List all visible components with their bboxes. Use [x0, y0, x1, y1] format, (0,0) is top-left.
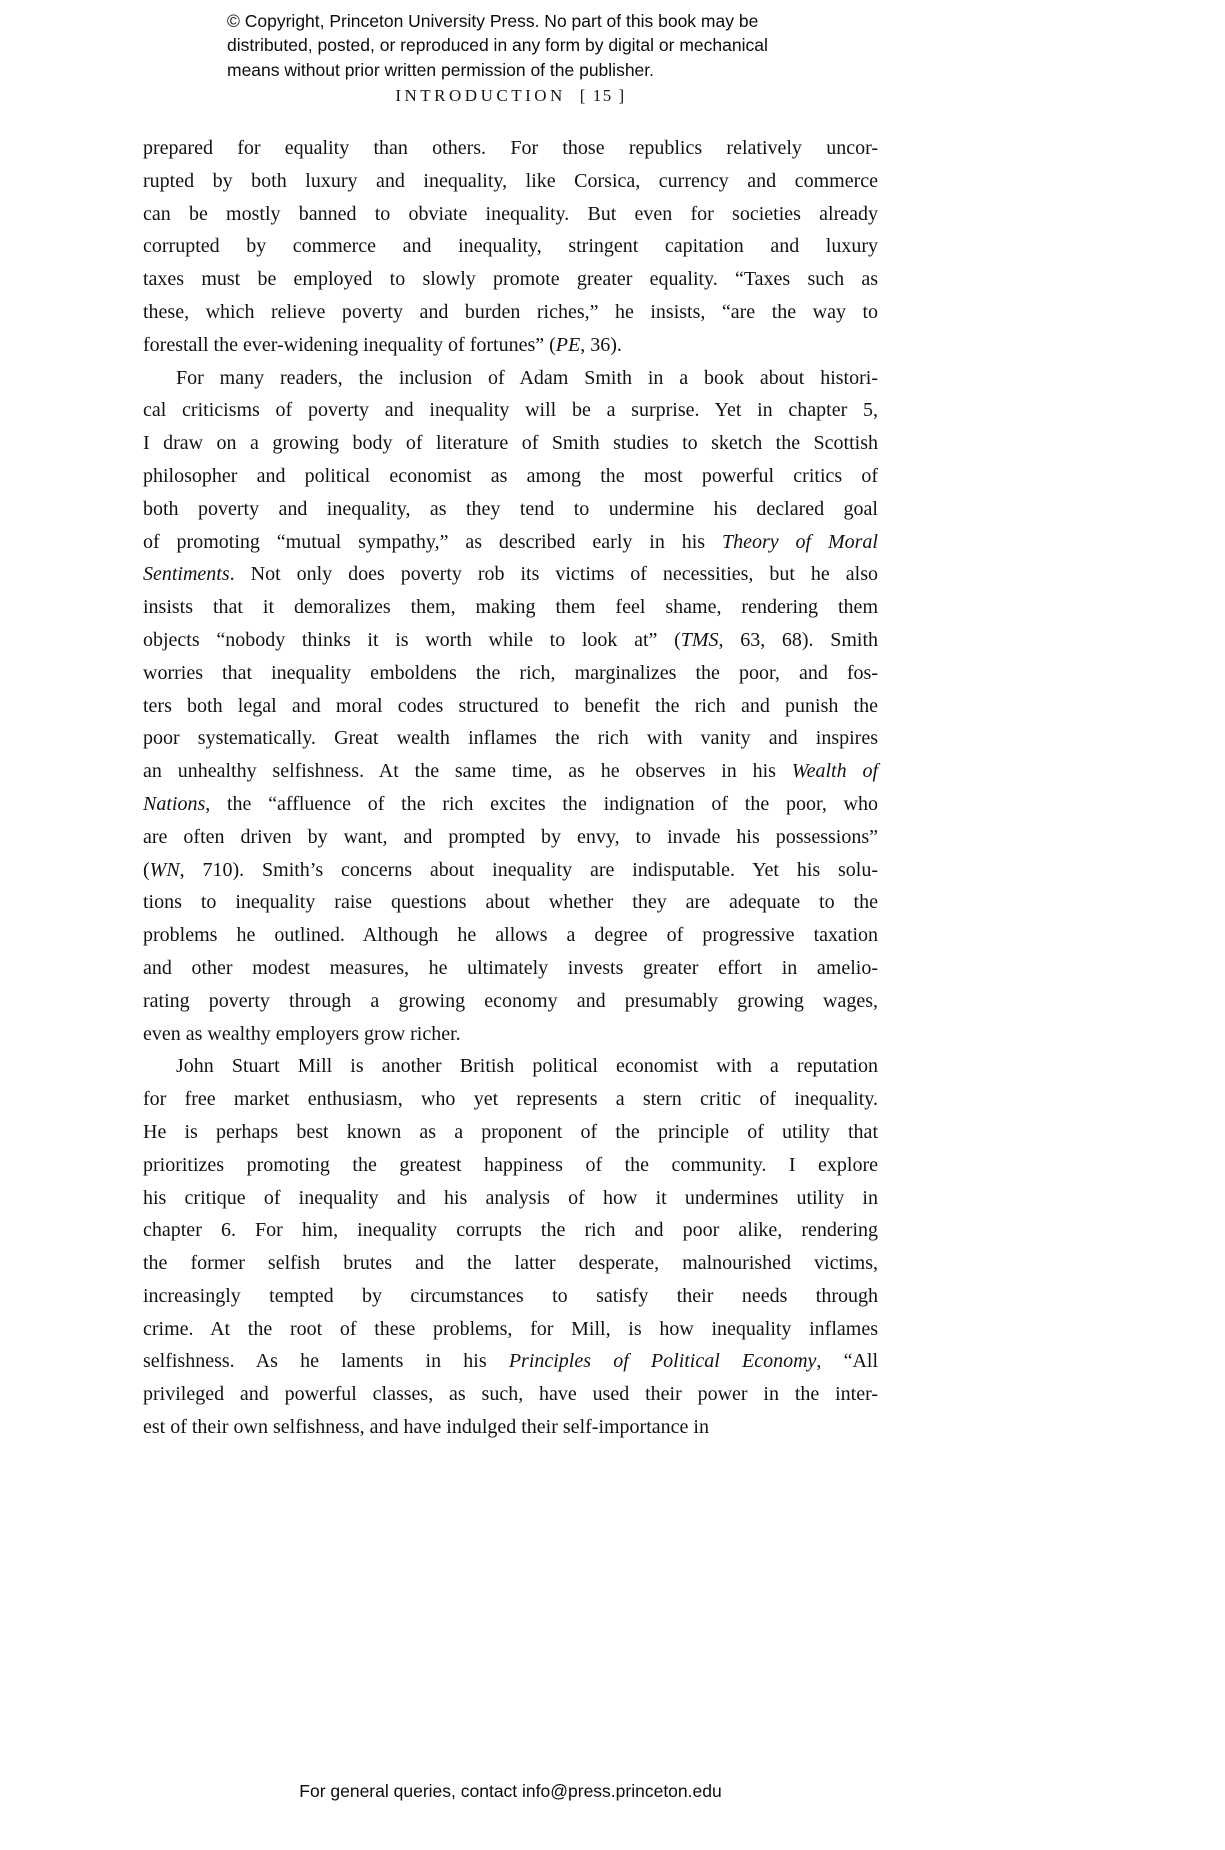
text-line	[143, 1214, 878, 1247]
text-line	[143, 493, 878, 526]
text-segment: increasingly tempted by circumstances to satisfy their needs through	[143, 1284, 878, 1307]
text-line	[143, 624, 878, 657]
text-segment: problems he outlined. Although he allows a degree of progressive taxation	[143, 924, 878, 947]
text-line	[143, 1083, 878, 1116]
text-segment: , “All	[816, 1350, 878, 1373]
footer-contact: For general queries, contact info@press.princeton.edu	[299, 1781, 722, 1801]
text-line	[143, 362, 878, 395]
text-segment: , 63, 68). Smith	[718, 628, 879, 651]
text-segment: rupted by both luxury and inequality, like Corsica, currency and commerce	[143, 169, 878, 192]
text-segment: privileged and powerful classes, as such, have used their power in the inter-	[143, 1383, 878, 1406]
text-segment: are often driven by want, and prompted by envy, to invade his possessions”	[143, 825, 878, 848]
text-segment: an unhealthy selfishness. At the same time, as he observes in his	[143, 760, 792, 783]
text-segment: tions to inequality raise questions about whether they are adequate to the	[143, 891, 878, 914]
text-segment: prioritizes promoting the greatest happiness of the community. I explore	[143, 1153, 878, 1176]
copyright-notice	[227, 9, 768, 82]
paragraph	[143, 132, 878, 362]
paragraph	[143, 1050, 878, 1444]
text-segment: . Not only does poverty rob its victims of necessities, but he also	[229, 563, 878, 586]
text-segment: He is perhaps best known as a proponent of the principle of utility that	[143, 1120, 878, 1143]
text-line	[143, 952, 878, 985]
italic-text: Theory of Moral	[721, 530, 878, 553]
italic-text: Sentiments	[143, 563, 230, 586]
text-line	[143, 657, 878, 690]
text-line	[143, 230, 878, 263]
text-line	[143, 329, 878, 362]
text-line	[143, 690, 878, 723]
text-line	[143, 1313, 878, 1346]
text-segment: for free market enthusiasm, who yet represents a stern critic of inequality.	[143, 1088, 878, 1111]
text-line	[143, 558, 878, 591]
text-line	[143, 1247, 878, 1280]
copyright-line: distributed, posted, or reproduced in any form by digital or mechanical	[227, 35, 768, 56]
text-segment: rating poverty through a growing economy and presumably growing wages,	[143, 989, 878, 1012]
text-segment: the former selfish brutes and the latter desperate, malnourished victims,	[143, 1252, 878, 1275]
text-line	[143, 1050, 878, 1083]
text-line	[143, 1378, 878, 1411]
text-segment: , 710). Smith’s concerns about inequality are indisputable. Yet his solu-	[179, 858, 878, 881]
text-line	[143, 722, 878, 755]
text-line	[143, 394, 878, 427]
copyright-line: means without prior written permission of the publisher.	[227, 59, 655, 80]
text-segment: , 36).	[580, 333, 622, 356]
text-line	[143, 854, 878, 887]
text-segment: objects “nobody thinks it is worth while to look at” (	[143, 628, 681, 651]
italic-text: Wealth of	[791, 760, 879, 783]
text-segment: and other modest measures, he ultimately invests greater effort in amelio-	[143, 956, 878, 979]
text-segment: chapter 6. For him, inequality corrupts the rich and poor alike, rendering	[143, 1219, 878, 1242]
italic-text: WN	[149, 858, 180, 881]
text-line	[143, 788, 878, 821]
text-line	[143, 1018, 878, 1051]
running-head	[143, 86, 878, 106]
text-segment: ters both legal and moral codes structured to benefit the rich and punish the	[143, 694, 878, 717]
text-segment: (	[143, 858, 150, 881]
text-line	[143, 591, 878, 624]
text-line	[143, 198, 878, 231]
text-line	[143, 132, 878, 165]
text-segment: prepared for equality than others. For those republics relatively uncor-	[143, 137, 878, 159]
body-text	[143, 132, 878, 1444]
text-segment: forestall the ever-widening inequality of fortunes” (	[143, 333, 556, 356]
text-line	[143, 427, 878, 460]
text-line	[143, 1116, 878, 1149]
text-segment: crime. At the root of these problems, for Mill, is how inequality inflames	[143, 1317, 878, 1340]
text-line	[143, 1280, 878, 1313]
text-line	[143, 886, 878, 919]
chapter-title: INTRODUCTION	[395, 86, 566, 105]
text-line	[143, 263, 878, 296]
page-number: [ 15 ]	[579, 86, 626, 105]
text-segment: taxes must be employed to slowly promote greater equality. “Taxes such as	[143, 268, 878, 291]
text-line	[143, 1182, 878, 1215]
italic-text: PE	[555, 333, 581, 356]
text-segment: can be mostly banned to obviate inequality. But even for societies already	[143, 202, 878, 225]
text-segment: his critique of inequality and his analysis of how it undermines utility in	[143, 1186, 878, 1209]
text-line	[143, 1345, 878, 1378]
text-line	[143, 165, 878, 198]
text-segment: , the “affluence of the rich excites the indignation of the poor, who	[205, 792, 878, 815]
text-segment: John Stuart Mill is another British political economist with a reputation	[176, 1055, 878, 1078]
text-segment: philosopher and political economist as among the most powerful critics of	[143, 464, 878, 487]
text-segment: of promoting “mutual sympathy,” as described early in his	[143, 530, 722, 553]
text-segment: selfishness. As he laments in his	[143, 1350, 509, 1373]
text-segment: For many readers, the inclusion of Adam Smith in a book about histori-	[176, 366, 878, 389]
text-segment: poor systematically. Great wealth inflames the rich with vanity and inspires	[143, 727, 878, 750]
text-segment: both poverty and inequality, as they tend to undermine his declared goal	[143, 497, 878, 520]
text-line	[143, 526, 878, 559]
italic-text: Nations	[143, 792, 206, 815]
text-line	[143, 919, 878, 952]
text-segment: I draw on a growing body of literature of Smith studies to sketch the Scottish	[143, 432, 878, 455]
text-line	[143, 755, 878, 788]
italic-text: Principles of Political Economy	[508, 1350, 817, 1373]
text-line	[143, 1411, 878, 1444]
text-line	[143, 296, 878, 329]
text-segment: corrupted by commerce and inequality, stringent capitation and luxury	[143, 235, 878, 258]
text-line	[143, 1149, 878, 1182]
text-segment: even as wealthy employers grow richer.	[143, 1022, 461, 1045]
italic-text: TMS	[680, 628, 719, 651]
text-segment: est of their own selfishness, and have indulged their self-importance in	[143, 1416, 709, 1439]
text-segment: cal criticisms of poverty and inequality will be a surprise. Yet in chapter 5,	[143, 399, 878, 422]
text-line	[143, 985, 878, 1018]
text-segment: insists that it demoralizes them, making them feel shame, rendering them	[143, 596, 878, 619]
text-line	[143, 460, 878, 493]
paragraph	[143, 362, 878, 1051]
text-line	[143, 821, 878, 854]
copyright-line: © Copyright, Princeton University Press. No part of this book may be	[227, 11, 759, 31]
text-segment: worries that inequality emboldens the rich, marginalizes the poor, and fos-	[143, 661, 878, 684]
text-segment: these, which relieve poverty and burden riches,” he insists, “are the way to	[143, 300, 878, 323]
